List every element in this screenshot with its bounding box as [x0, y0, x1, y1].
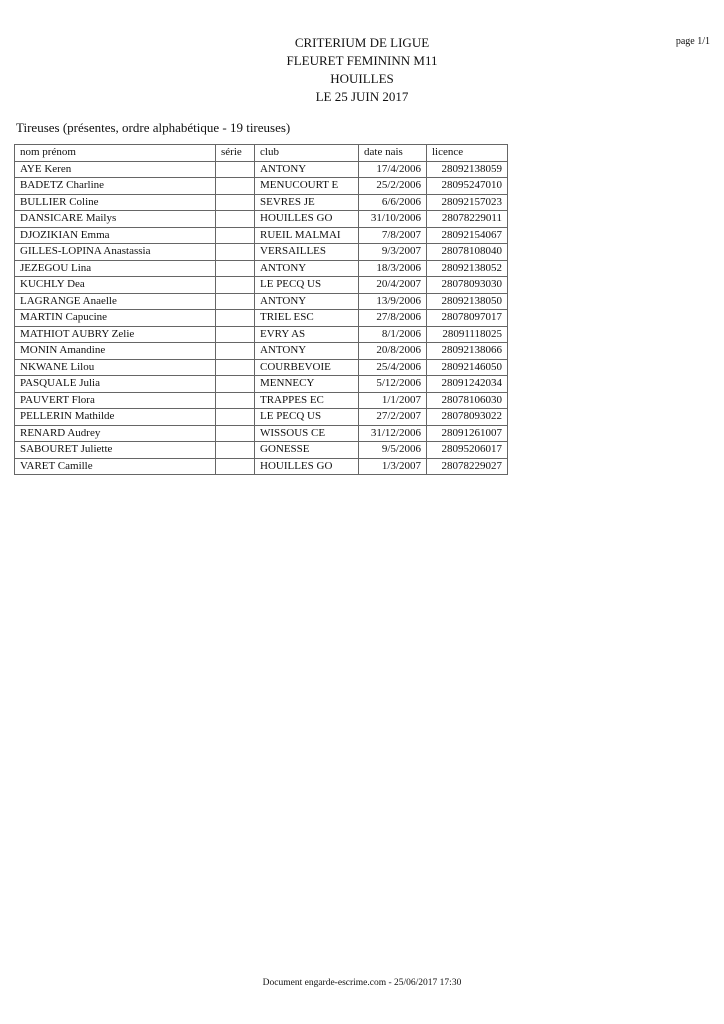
cell-licence: 28092138052 — [427, 260, 508, 277]
table-row — [15, 194, 508, 211]
column-header-name: nom prénom — [15, 145, 216, 162]
cell-serie — [216, 409, 255, 426]
cell-name: MONIN Amandine — [15, 343, 216, 360]
cell-birthdate: 1/1/2007 — [359, 392, 427, 409]
cell-licence: 28092157023 — [427, 194, 508, 211]
column-header-serie: série — [216, 145, 255, 162]
cell-birthdate: 27/2/2007 — [359, 409, 427, 426]
cell-name: AYE Keren — [15, 161, 216, 178]
cell-name: KUCHLY Dea — [15, 277, 216, 294]
cell-name: PELLERIN Mathilde — [15, 409, 216, 426]
cell-club: ANTONY — [255, 260, 359, 277]
document-header — [0, 34, 724, 106]
page-number: page 1/1 — [675, 36, 710, 47]
cell-licence: 28092138066 — [427, 343, 508, 360]
cell-name: DJOZIKIAN Emma — [15, 227, 216, 244]
cell-club: LE PECQ US — [255, 277, 359, 294]
list-subtitle: Tireuses (présentes, ordre alphabétique - 19 tireuses) — [16, 120, 291, 135]
cell-licence: 28092146050 — [427, 359, 508, 376]
cell-birthdate: 20/8/2006 — [359, 343, 427, 360]
cell-licence: 28078106030 — [427, 392, 508, 409]
cell-licence: 28078108040 — [427, 244, 508, 261]
table-row — [15, 359, 508, 376]
cell-birthdate: 7/8/2007 — [359, 227, 427, 244]
cell-licence: 28078229011 — [427, 211, 508, 228]
table-row — [15, 161, 508, 178]
cell-serie — [216, 277, 255, 294]
table-row — [15, 293, 508, 310]
table-row — [15, 409, 508, 426]
cell-licence: 28091242034 — [427, 376, 508, 393]
cell-club: HOUILLES GO — [255, 211, 359, 228]
cell-serie — [216, 343, 255, 360]
cell-serie — [216, 211, 255, 228]
column-header-club: club — [255, 145, 359, 162]
cell-name: SABOURET Juliette — [15, 442, 216, 459]
cell-licence: 28078229027 — [427, 458, 508, 475]
cell-birthdate: 6/6/2006 — [359, 194, 427, 211]
table-row — [15, 178, 508, 195]
cell-birthdate: 9/3/2007 — [359, 244, 427, 261]
cell-birthdate: 31/12/2006 — [359, 425, 427, 442]
column-header-birthdate: date nais — [359, 145, 427, 162]
cell-name: PASQUALE Julia — [15, 376, 216, 393]
table-row — [15, 326, 508, 343]
cell-licence: 28095247010 — [427, 178, 508, 195]
cell-serie — [216, 376, 255, 393]
cell-club: GONESSE — [255, 442, 359, 459]
table-row — [15, 211, 508, 228]
table-row — [15, 458, 508, 475]
event-location: HOUILLES — [330, 71, 394, 86]
cell-club: ANTONY — [255, 293, 359, 310]
cell-serie — [216, 244, 255, 261]
cell-birthdate: 27/8/2006 — [359, 310, 427, 327]
fencers-table — [14, 144, 508, 475]
cell-name: NKWANE Lilou — [15, 359, 216, 376]
cell-club: MENUCOURT E — [255, 178, 359, 195]
cell-name: PAUVERT Flora — [15, 392, 216, 409]
cell-licence: 28092138059 — [427, 161, 508, 178]
table-row — [15, 260, 508, 277]
competition-title: CRITERIUM DE LIGUE — [294, 35, 430, 50]
cell-birthdate: 25/4/2006 — [359, 359, 427, 376]
cell-club: LE PECQ US — [255, 409, 359, 426]
cell-club: ANTONY — [255, 161, 359, 178]
table-row — [15, 392, 508, 409]
cell-birthdate: 5/12/2006 — [359, 376, 427, 393]
table-row — [15, 442, 508, 459]
table-row — [15, 277, 508, 294]
cell-licence: 28091118025 — [427, 326, 508, 343]
cell-licence: 28078093022 — [427, 409, 508, 426]
cell-licence: 28095206017 — [427, 442, 508, 459]
cell-birthdate: 31/10/2006 — [359, 211, 427, 228]
cell-serie — [216, 194, 255, 211]
document-footer: Document engarde-escrime.com - 25/06/2017 17:30 — [262, 978, 462, 988]
cell-licence: 28091261007 — [427, 425, 508, 442]
cell-club: COURBEVOIE — [255, 359, 359, 376]
cell-serie — [216, 359, 255, 376]
cell-licence: 28078093030 — [427, 277, 508, 294]
cell-name: RENARD Audrey — [15, 425, 216, 442]
cell-birthdate: 25/2/2006 — [359, 178, 427, 195]
table-header-row — [15, 145, 508, 162]
cell-club: SEVRES JE — [255, 194, 359, 211]
cell-name: DANSICARE Mailys — [15, 211, 216, 228]
cell-birthdate: 18/3/2006 — [359, 260, 427, 277]
table-row — [15, 343, 508, 360]
event-name: FLEURET FEMININN M11 — [286, 53, 438, 68]
cell-serie — [216, 310, 255, 327]
table-row — [15, 227, 508, 244]
table-row — [15, 310, 508, 327]
cell-birthdate: 20/4/2007 — [359, 277, 427, 294]
cell-name: GILLES-LOPINA Anastassia — [15, 244, 216, 261]
cell-birthdate: 13/9/2006 — [359, 293, 427, 310]
cell-name: BADETZ Charline — [15, 178, 216, 195]
cell-name: LAGRANGE Anaelle — [15, 293, 216, 310]
cell-name: BULLIER Coline — [15, 194, 216, 211]
cell-birthdate: 1/3/2007 — [359, 458, 427, 475]
cell-club: HOUILLES GO — [255, 458, 359, 475]
cell-club: ANTONY — [255, 343, 359, 360]
cell-birthdate: 9/5/2006 — [359, 442, 427, 459]
cell-club: WISSOUS CE — [255, 425, 359, 442]
cell-name: MARTIN Capucine — [15, 310, 216, 327]
cell-serie — [216, 227, 255, 244]
table-row — [15, 244, 508, 261]
cell-serie — [216, 425, 255, 442]
cell-name: JEZEGOU Lina — [15, 260, 216, 277]
cell-serie — [216, 178, 255, 195]
cell-serie — [216, 326, 255, 343]
cell-club: TRIEL ESC — [255, 310, 359, 327]
cell-serie — [216, 458, 255, 475]
cell-licence: 28092154067 — [427, 227, 508, 244]
cell-birthdate: 17/4/2006 — [359, 161, 427, 178]
table-row — [15, 425, 508, 442]
event-date: LE 25 JUIN 2017 — [315, 89, 409, 104]
cell-name: MATHIOT AUBRY Zelie — [15, 326, 216, 343]
column-header-licence: licence — [427, 145, 508, 162]
cell-club: MENNECY — [255, 376, 359, 393]
cell-club: VERSAILLES — [255, 244, 359, 261]
cell-serie — [216, 442, 255, 459]
cell-club: TRAPPES EC — [255, 392, 359, 409]
cell-club: RUEIL MALMAI — [255, 227, 359, 244]
cell-serie — [216, 161, 255, 178]
cell-serie — [216, 260, 255, 277]
cell-licence: 28092138050 — [427, 293, 508, 310]
cell-serie — [216, 392, 255, 409]
cell-name: VARET Camille — [15, 458, 216, 475]
cell-licence: 28078097017 — [427, 310, 508, 327]
table-row — [15, 376, 508, 393]
cell-club: EVRY AS — [255, 326, 359, 343]
cell-birthdate: 8/1/2006 — [359, 326, 427, 343]
cell-serie — [216, 293, 255, 310]
